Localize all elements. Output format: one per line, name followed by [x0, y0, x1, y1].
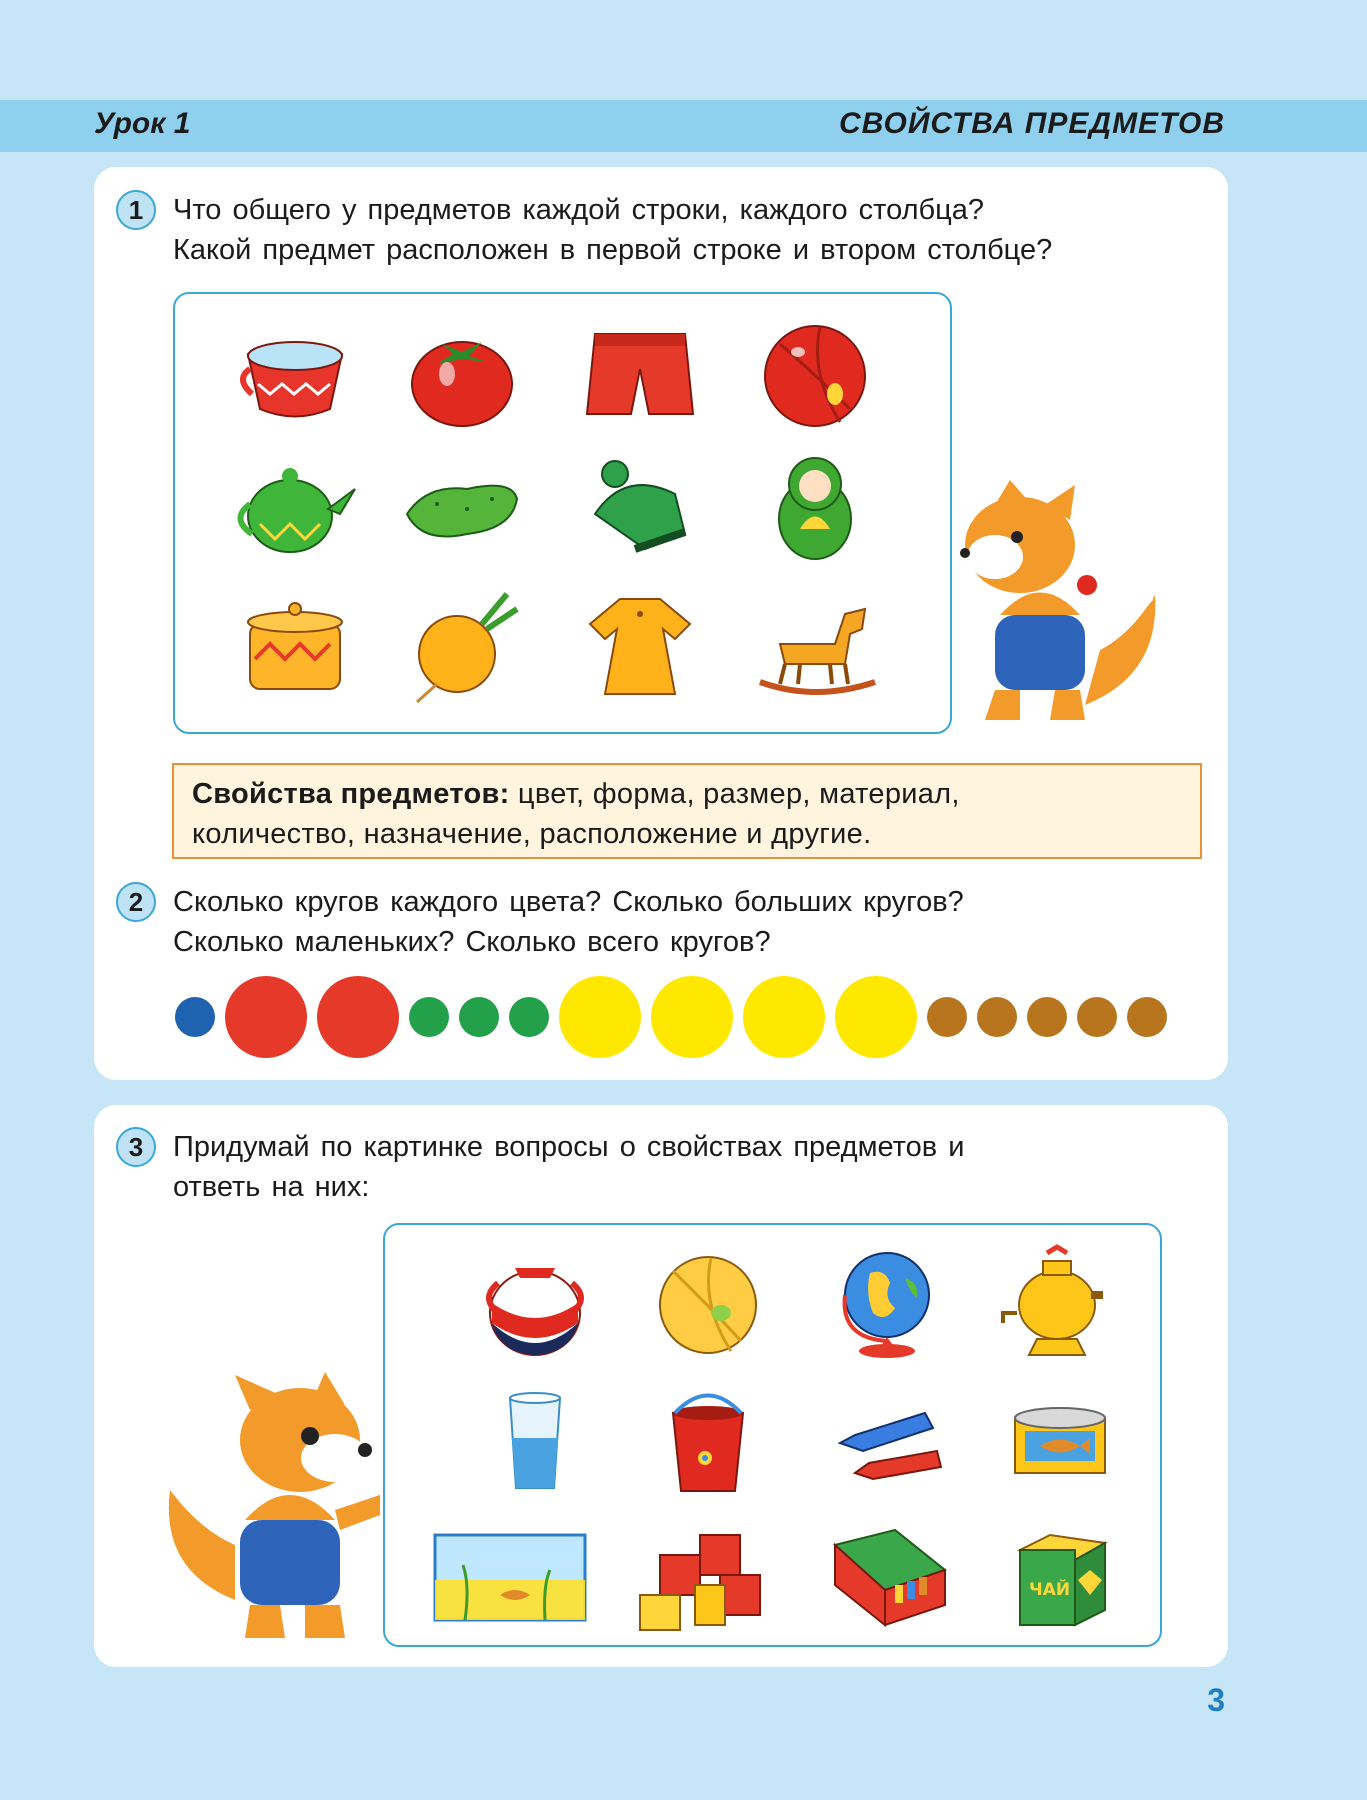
circle-small: [1077, 997, 1117, 1037]
cup-icon: [230, 314, 360, 434]
fox-illustration-2: [165, 1370, 405, 1645]
aquarium-icon: [425, 1515, 595, 1635]
circle-small: [509, 997, 549, 1037]
definition-text-1: цвет, форма, размер, материал,: [509, 778, 960, 810]
page-title: СВОЙСТВА ПРЕДМЕТОВ: [838, 107, 1225, 140]
circle-big: [317, 976, 399, 1058]
circle-small: [1027, 997, 1067, 1037]
definition-term: Свойства предметов:: [192, 778, 510, 810]
dress-icon: [575, 584, 705, 704]
circle-small: [927, 997, 967, 1037]
fox-illustration: [925, 475, 1175, 735]
circle-big: [835, 976, 917, 1058]
circle-small: [1127, 997, 1167, 1037]
cucumber-icon: [397, 444, 527, 564]
crayons-icon: [825, 1383, 955, 1503]
blocks-icon: [635, 1515, 785, 1635]
vase-icon: [470, 1243, 600, 1363]
definition-box: [172, 763, 1202, 859]
task2-question: [173, 882, 964, 962]
task2-line2: Сколько маленьких? Сколько всего кругов?: [173, 926, 771, 958]
teapot-icon: [230, 444, 360, 564]
ball-icon: [750, 314, 880, 434]
lesson-label: Урок 1: [94, 107, 191, 140]
pot-icon: [230, 584, 360, 704]
task-number-1: 1: [116, 190, 156, 230]
ball-icon: [643, 1243, 773, 1363]
task-number-2: 2: [116, 882, 156, 922]
tea-label: ЧАЙ: [1029, 1580, 1071, 1600]
shorts-icon: [575, 314, 705, 434]
definition-text-2: количество, назначение, расположение и другие.: [192, 818, 872, 850]
tea-box-icon: [995, 1515, 1125, 1635]
samovar-icon: [995, 1243, 1125, 1363]
turnip-icon: [397, 584, 527, 704]
task3-question: [173, 1127, 964, 1207]
circle-big: [743, 976, 825, 1058]
task1-question: [173, 190, 1052, 270]
matryoshka-icon: [750, 444, 880, 564]
circle-big: [559, 976, 641, 1058]
circle-small: [175, 997, 215, 1037]
bucket-icon: [643, 1383, 773, 1503]
glass-icon: [470, 1383, 600, 1503]
task1-picture-grid: [173, 292, 952, 734]
can-icon: [995, 1383, 1125, 1503]
rocking-horse-icon: [750, 584, 880, 704]
page-number: 3: [1207, 1682, 1225, 1718]
task2-line1: Сколько кругов каждого цвета? Сколько больших кругов?: [173, 886, 964, 918]
tomato-icon: [397, 314, 527, 434]
task3-picture-grid: [383, 1223, 1162, 1647]
hat-icon: [575, 444, 705, 564]
task3-line2: ответь на них:: [173, 1171, 370, 1203]
circle-small: [459, 997, 499, 1037]
globe-icon: [825, 1243, 955, 1363]
task1-line1: Что общего у предметов каждой строки, каждого столбца?: [173, 194, 985, 226]
circle-small: [977, 997, 1017, 1037]
circle-big: [225, 976, 307, 1058]
circle-small: [409, 997, 449, 1037]
paint-box-icon: [825, 1515, 955, 1635]
circle-big: [651, 976, 733, 1058]
task3-line1: Придумай по картинке вопросы о свойствах предметов и: [173, 1131, 965, 1163]
task-number-3: 3: [116, 1127, 156, 1167]
task1-line2: Какой предмет расположен в первой строке и втором столбце?: [173, 234, 1053, 266]
